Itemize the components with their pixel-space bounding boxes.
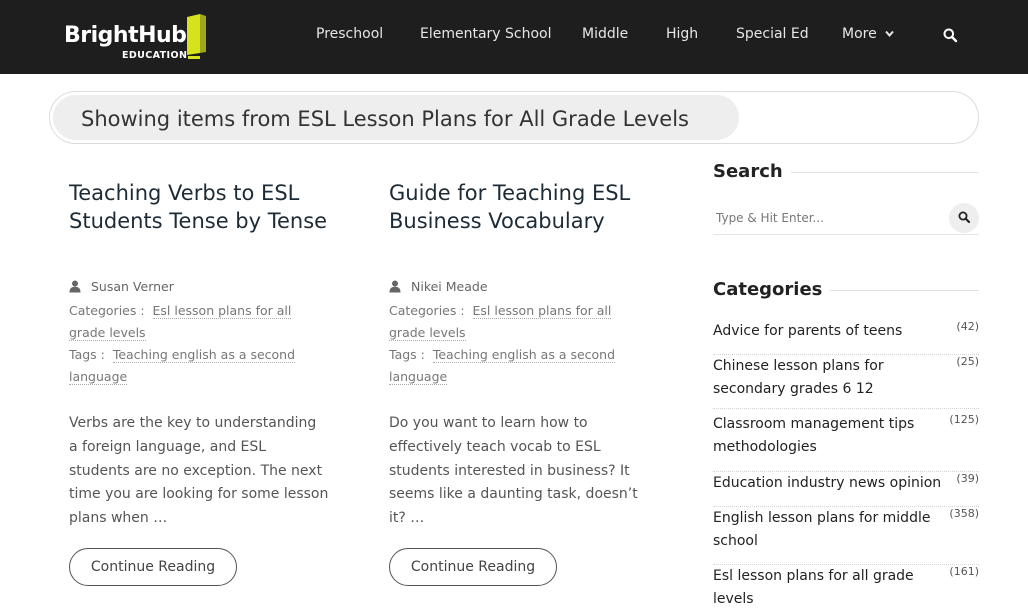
post-card (69, 180, 329, 575)
category-item[interactable] (713, 565, 979, 607)
category-name[interactable]: Classroom management tips methodologies (713, 416, 915, 455)
category-name[interactable]: Advice for parents of teens (713, 323, 903, 339)
tag-link[interactable]: Teaching english as a second language (69, 347, 296, 384)
nav-preschool[interactable]: Preschool (316, 26, 384, 42)
search-button[interactable] (949, 203, 979, 233)
user-icon (389, 280, 401, 293)
post-excerpt: Do you want to learn how to effectively teach vocab to ESL students interested in business? It seems like a daunting task, doesn’t it? … (389, 415, 638, 527)
category-count: (25) (956, 355, 979, 368)
search-widget-heading: Search (713, 161, 791, 182)
logo-bulb-icon (184, 13, 216, 61)
post-card (389, 180, 649, 575)
category-item[interactable] (713, 413, 979, 472)
nav-special-ed[interactable]: Special Ed (736, 26, 809, 42)
category-item[interactable] (713, 507, 979, 565)
category-link[interactable]: Esl lesson plans for all grade levels (389, 303, 612, 340)
logo-subtitle: EDUCATION (122, 50, 188, 61)
brighthub-logo[interactable] (64, 13, 216, 61)
categories-widget-heading: Categories (713, 279, 830, 300)
category-count: (161) (949, 565, 979, 578)
category-item[interactable] (713, 472, 979, 507)
category-name[interactable]: Education industry news opinion (713, 475, 942, 491)
archive-banner (49, 91, 979, 144)
archive-title: Showing items from ESL Lesson Plans for All Grade Levels (81, 107, 689, 131)
tags-label: Tags : (389, 347, 425, 362)
nav-elementary-school[interactable]: Elementary School (420, 26, 552, 42)
post-meta (69, 300, 319, 388)
continue-reading-button[interactable]: Continue Reading (389, 548, 557, 586)
site-header (0, 0, 1028, 74)
category-count: (42) (956, 320, 979, 333)
author-name[interactable]: Nikei Meade (411, 279, 488, 294)
search-icon[interactable] (943, 28, 957, 42)
post-excerpt: Verbs are the key to understanding a foreign language, and ESL students are no exception. The next time you are looking for some lesson plans when … (69, 415, 329, 527)
search-input[interactable] (713, 203, 938, 233)
categories-label: Categories : (389, 303, 465, 318)
post-meta (389, 300, 639, 388)
user-icon (69, 280, 81, 293)
category-name[interactable]: Esl lesson plans for all grade levels (713, 568, 914, 607)
nav-high[interactable]: High (666, 26, 699, 42)
category-name[interactable]: English lesson plans for middle school (713, 510, 931, 549)
continue-reading-button[interactable]: Continue Reading (69, 548, 237, 586)
search-icon (958, 211, 970, 223)
tags-label: Tags : (69, 347, 105, 362)
category-count: (39) (956, 472, 979, 485)
sidebar-search (713, 203, 979, 235)
banner-pill (53, 95, 739, 140)
category-item[interactable] (713, 320, 979, 355)
chevron-down-icon[interactable] (885, 30, 894, 38)
category-count: (125) (949, 413, 979, 426)
post-title[interactable]: Guide for Teaching ESL Business Vocabulary (389, 181, 631, 233)
logo-wordmark: BrightHub (64, 23, 187, 48)
author-name[interactable]: Susan Verner (91, 279, 174, 294)
category-name[interactable]: Chinese lesson plans for secondary grades 6 12 (713, 358, 884, 397)
tag-link[interactable]: Teaching english as a second language (389, 347, 616, 384)
category-item[interactable] (713, 355, 979, 409)
nav-middle[interactable]: Middle (582, 26, 629, 42)
nav-more[interactable]: More (842, 26, 877, 42)
category-link[interactable]: Esl lesson plans for all grade levels (69, 303, 292, 340)
post-title[interactable]: Teaching Verbs to ESL Students Tense by Tense (69, 181, 328, 233)
category-count: (358) (949, 507, 979, 520)
categories-label: Categories : (69, 303, 145, 318)
